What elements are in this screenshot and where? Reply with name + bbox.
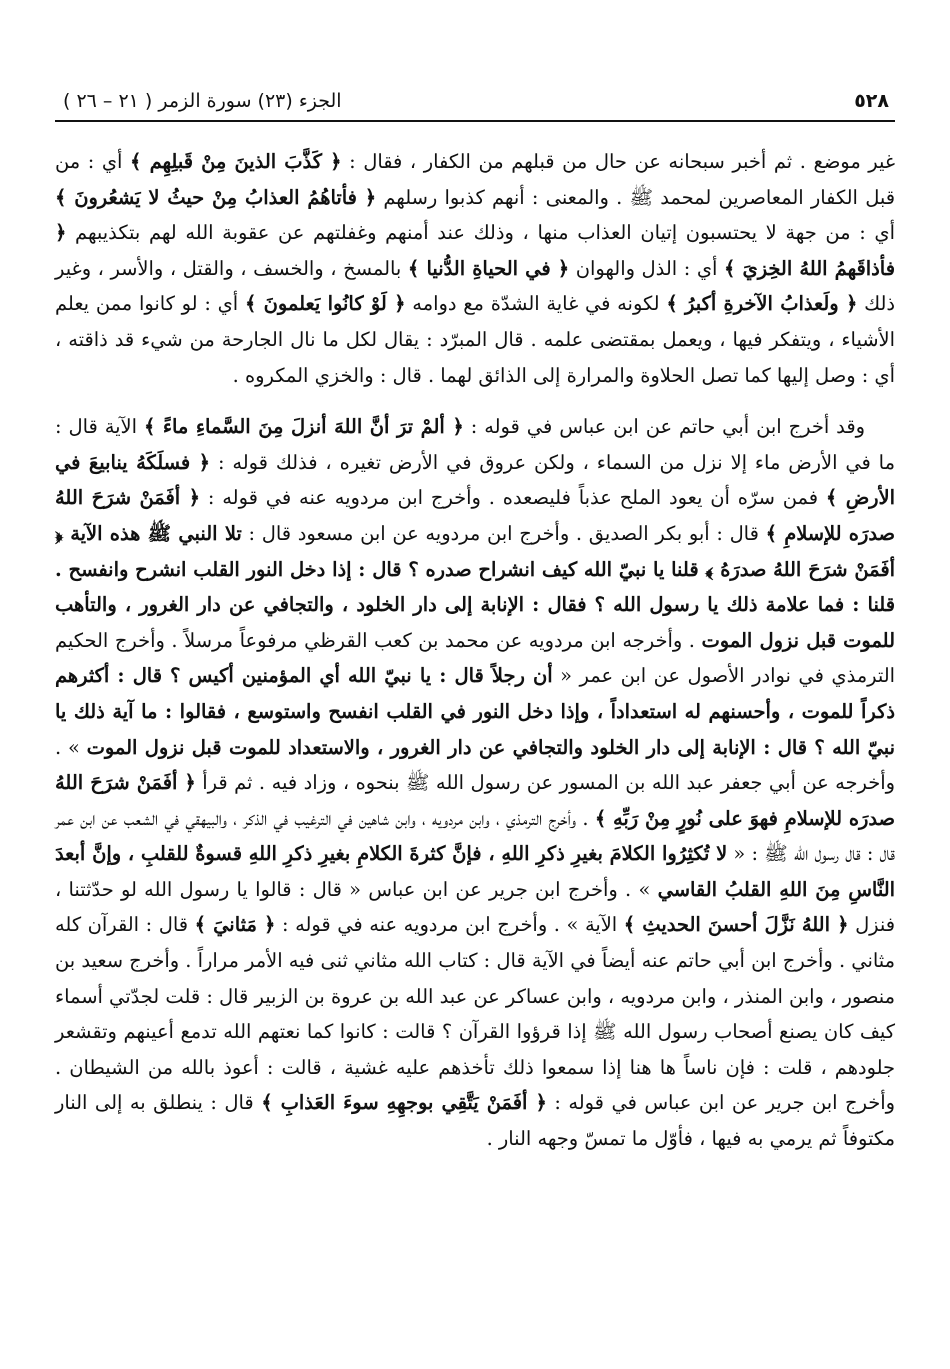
body-span: الآية قال : ما في الأرض ماء إلا نزل من السماء ، ولكن عروق في الأرض تغيره ، فذلك قوله : bbox=[55, 415, 895, 474]
body-span: وقد أخرج ابن أبي حاتم عن ابن عباس في قوله : bbox=[463, 415, 865, 439]
body-span: لكونه في غاية الشدّة مع دوامه bbox=[405, 292, 667, 316]
paragraph bbox=[55, 144, 895, 393]
quoted-text: ﴿ أفَمَنْ شرَحَ اللهُ صدرَه للإسلامِ فهوَ على نُورٍ مِنْ رَبِّهِ ﴾ bbox=[55, 771, 895, 830]
body-span: » . وأخرج ابن جرير عن ابن عباس « قال : قالوا يا رسول الله لو حدّثتنا ، فنزل bbox=[55, 877, 895, 937]
quoted-text: ﴿ فأتاهُمُ العذابُ مِنْ حيثُ لا يَشعُرونَ ﴾ bbox=[55, 185, 377, 209]
quoted-text: ﴿ مَثانيَ ﴾ bbox=[194, 913, 276, 937]
body-span: قال : أبو بكر الصديق . وأخرج ابن مردويه عن ابن مسعود قال : bbox=[241, 521, 766, 545]
body-span: أي : من قبل الكفار المعاصرين لمحمد ﷺ . والمعنى : أنهم كذبوا رسلهم bbox=[55, 150, 896, 209]
body-span: . وأخرجه ابن مردويه عن محمد بن كعب القرظي مرفوعاً مرسلاً . وأخرج الحكيم الترمذي في نوادر الأصول عن ابن عمر « bbox=[55, 628, 895, 688]
quoted-text: ﴿ أفَمَنْ شرَحَ اللهُ صدرَه للإسلامِ ﴾ bbox=[55, 486, 895, 545]
running-head: الجزء (٢٣) سورة الزمر ( ٢١ – ٢٦ ) bbox=[63, 90, 342, 112]
body-span: غير موضع . ثم أخبر سبحانه عن حال من قبلهم من الكفار ، فقال : bbox=[341, 150, 895, 173]
body-span: قال : القرآن كله مثاني . وأخرج ابن أبي حاتم عنه أيضاً في الآية قال : كتاب الله مثاني ثنى فيه الأمر مراراً . وأخرج سعيد بن منصور ، وابن المنذر ، وابن مردويه ، وابن عساكر عن عبد الله بن عروة بن الزبير قال : قلت لجدّتي أسماء كيف كان يصنع أصحاب رسول الله ﷺ إذا قرؤوا القرآن ؟ قالت : كانوا كما نعتهم الله تدمع أعينهم وتقشعر جلودهم ، قلت : فإن ناساً ها هنا إذا سمعوا ذلك تأخذهم عليه غشية ، قالت : أعوذ بالله من الشيطان . وأخرج ابن جرير عن ابن عباس في قوله : bbox=[55, 913, 896, 1115]
page-number: ٥٢٨ bbox=[854, 90, 889, 112]
book-page bbox=[55, 88, 895, 1338]
quoted-text: ﴿ اللهُ نَزَّلَ أحسنَ الحديثِ ﴾ bbox=[623, 913, 849, 937]
quoted-text: ﴿ كَذَّبَ الذينَ مِنْ قَبلِهِم ﴾ bbox=[130, 150, 342, 173]
body-text bbox=[55, 144, 895, 1157]
body-span: أي : لو كانوا ممن يعلم الأشياء ، ويتفكر فيها ، ويعمل بمقتضى علمه . قال المبرّد : يقال لكل ما نال الجارحة من شيء قد ذاقته ، أي : وصل إليها كما تصل الحلاوة والمرارة إلى الذائق لهما . قال : والخزي المكروه . bbox=[55, 292, 895, 387]
quoted-text: تلا النبي ﷺ هذه الآية ﴿ أفَمَنْ شرَحَ اللهُ صدرَهُ ﴾ قلنا يا نبيّ الله كيف انشراح صدره ؟ قال : إذا دخل النور القلب انشرح وانفسح . قلنا : فما علامة ذلك يا رسول الله ؟ فقال : الإنابة إلى دار الخلود ، والتجافي عن دار الغرور ، والتأهب للموت قبل نزول الموت bbox=[55, 521, 895, 652]
page-header bbox=[55, 88, 895, 122]
body-span: الآية » . وأخرج ابن مردويه عنه في قوله : bbox=[275, 913, 624, 937]
quoted-text: ﴿ في الحياةِ الدُّنيا ﴾ bbox=[407, 256, 570, 280]
quoted-text: ﴿ أفَمَنْ يَتَّقِي بوجهِهِ سوءَ العَذابِ ﴾ bbox=[261, 1091, 547, 1115]
quoted-text: لا تُكثِرُوا الكلامَ بغيرِ ذكرِ اللهِ ، فإنَّ كثرةَ الكلامِ بغيرِ ذكرِ اللهِ قسوةٌ للقلبِ ، وإنَّ أبعدَ النَّاسِ مِنَ اللهِ القلبُ القاسي bbox=[55, 842, 895, 901]
body-span: أي : من جهة لا يحتسبون إتيان العذاب منها ، وذلك عند أمنهم وغفلتهم عن عقوبة الله لهم بتكذيبهم bbox=[66, 221, 895, 245]
body-span: بالمسخ ، والخسف ، والقتل ، والأسر ، وغير ذلك bbox=[55, 256, 895, 316]
quoted-text: ﴿ لَوْ كانُوا يَعلمونَ ﴾ bbox=[244, 292, 406, 316]
quoted-text: ﴿ ولَعذابُ الآخرةِ أكبرُ ﴾ bbox=[666, 292, 858, 316]
paragraph bbox=[55, 409, 895, 1156]
body-span: . وأخرج الترمذي ، وابن مردويه ، وابن شاهين في الترغيب في الذكر ، والبيهقي في الشعب عن ابن عمر قال : قال رسول الله ﷺ : « bbox=[55, 806, 895, 866]
quoted-text: ﴿ فأذاقَهمُ اللهُ الخِزيَ ﴾ bbox=[55, 221, 895, 280]
body-span: » . وأخرجه عن أبي جعفر عبد الله بن المسور عن رسول الله ﷺ بنحوه ، وزاد فيه . ثم قرأ bbox=[55, 735, 895, 795]
quoted-text: أن رجلاً قال : يا نبيّ الله أي المؤمنين أكيس ؟ قال : أكثرهم ذكراً للموت ، وأحسنهم له استعداداً ، وإذا دخل النور في القلب انفسح واستوسع ، فقالوا : ما آية ذلك يا نبيّ الله ؟ قال : الإنابة إلى دار الخلود والتجافي عن دار الغرور ، والاستعداد للموت قبل نزول الموت bbox=[55, 664, 896, 759]
quoted-text: ﴿ فسلَكَهُ ينابيعَ في الأرضِ ﴾ bbox=[55, 450, 895, 510]
body-span: قال : ينطلق به إلى النار مكتوفاً ثم يرمي به فيها ، فأوّل ما تمسّ وجهه النار . bbox=[55, 1091, 895, 1151]
body-span: أي : الذل والهوان bbox=[569, 256, 724, 280]
quoted-text: ﴿ ألمْ ترَ أنَّ اللهَ أنزلَ مِنَ السَّماءِ ماءً ﴾ bbox=[143, 415, 464, 439]
body-span: فمن سرّه أن يعود الملح عذباً فليصعده . وأخرج ابن مردويه عنه في قوله : bbox=[199, 486, 826, 510]
